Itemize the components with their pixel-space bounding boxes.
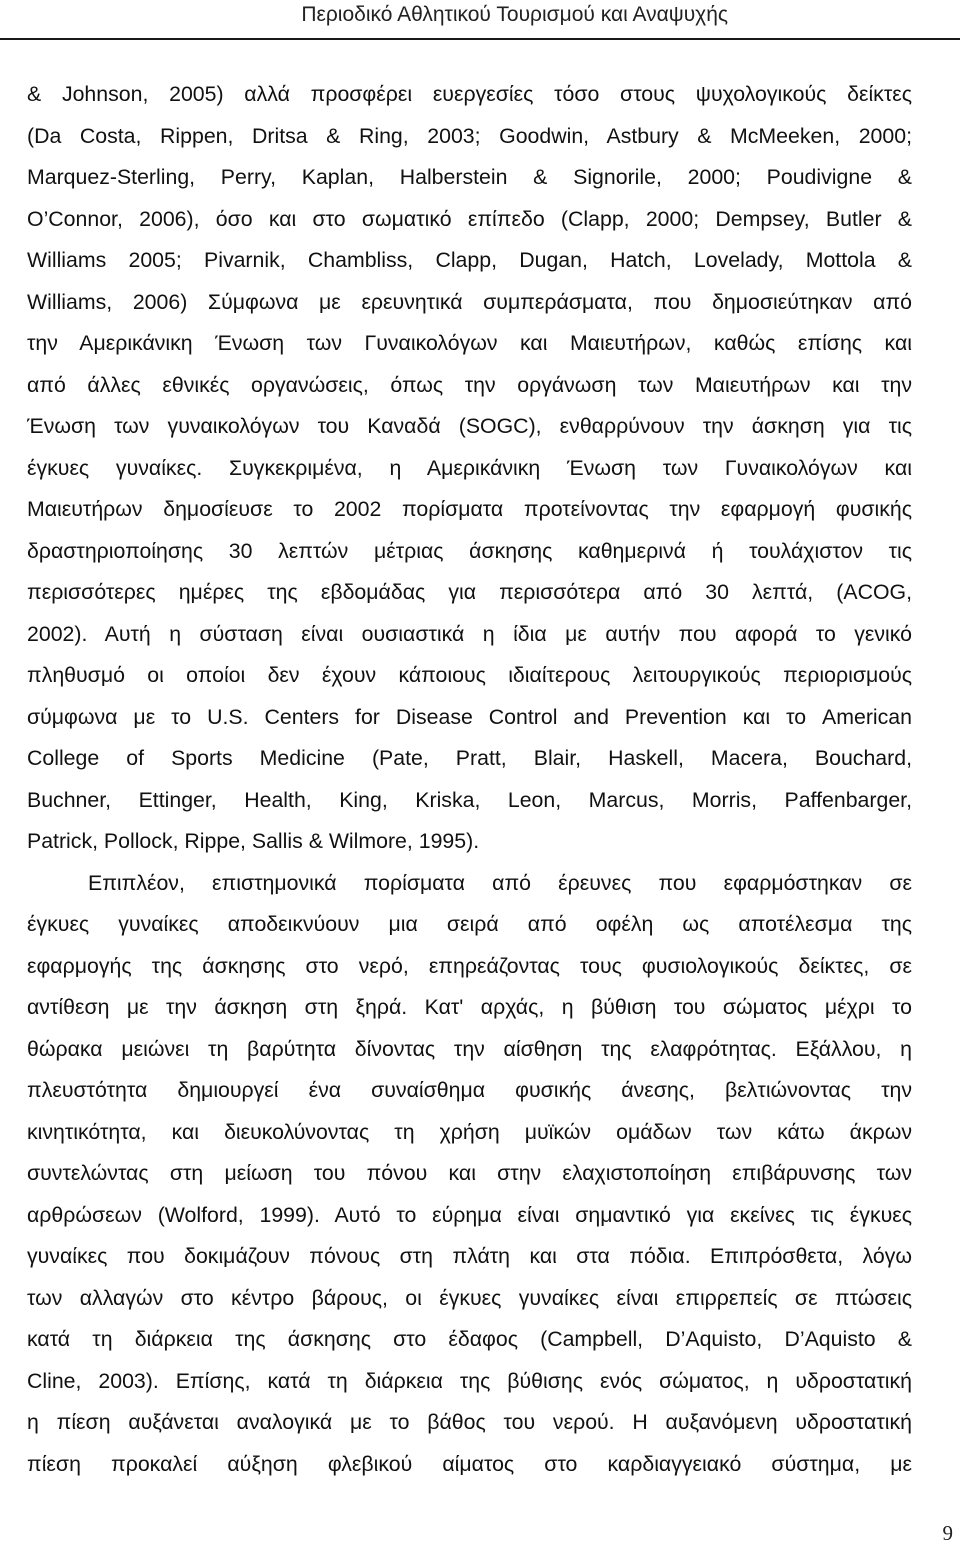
journal-title: Περιοδικό Αθλητικού Τουρισμού και Αναψυχής [301, 3, 728, 26]
text-line: έγκυες γυναίκες αποδεικνύουν μια σειρά από οφέλη ως αποτέλεσμα της [27, 912, 912, 936]
text-line: πλευστότητα δημιουργεί ένα συναίσθημα φυσικής άνεσης, βελτιώνοντας την [27, 1078, 912, 1102]
text-line: πληθυσμό οι οποίοι δεν έχουν κάποιους ιδιαίτερους λειτουργικούς περιορισμούς [27, 663, 912, 687]
text-line: Ένωση των γυναικολόγων του Καναδά (SOGC), ενθαρρύνουν την άσκηση για τις [27, 414, 912, 438]
text-line: περισσότερες ημέρες της εβδομάδας για περισσότερα από 30 λεπτά, (ACOG, [27, 580, 912, 604]
text-line: & Johnson, 2005) αλλά προσφέρει ευεργεσίες τόσο στους ψυχολογικούς δείκτες [27, 82, 912, 106]
body-text [27, 74, 912, 1485]
text-line: κινητικότητα, και διευκολύνοντας τη χρήση μυϊκών ομάδων των κάτω άκρων [27, 1119, 912, 1144]
text-line: γυναίκες που δοκιμάζουν πόνους στη πλάτη και στα πόδια. Επιπρόσθετα, λόγω [27, 1244, 912, 1268]
text-line: Williams 2005; Pivarnik, Chambliss, Clapp, Dugan, Hatch, Lovelady, Mottola & [27, 248, 912, 272]
text-line: Buchner, Ettinger, Health, King, Kriska, Leon, Marcus, Morris, Paffenbarger, [27, 787, 912, 812]
text-line: συντελώντας στη μείωση του πόνου και στην ελαχιστοποίηση επιβάρυνσης των [27, 1161, 912, 1185]
text-line: Cline, 2003). Επίσης, κατά τη διάρκεια της βύθισης ενός σώματος, η υδροστατική [27, 1368, 912, 1393]
text-line: O’Connor, 2006), όσο και στο σωματικό επίπεδο (Clapp, 2000; Dempsey, Butler & [27, 206, 912, 231]
paragraph-first-line: Επιπλέον, επιστημονικά πορίσματα από έρευνες που εφαρμόστηκαν σε [88, 870, 912, 895]
text-line: έγκυες γυναίκες. Συγκεκριμένα, η Αμερικάνικη Ένωση των Γυναικολόγων και [27, 455, 912, 480]
text-line: πίεση προκαλεί αύξηση φλεβικού αίματος στο καρδιαγγειακό σύστημα, με [27, 1451, 912, 1476]
text-line: College of Sports Medicine (Pate, Pratt, Blair, Haskell, Macera, Bouchard, [27, 746, 912, 770]
paragraph-last-line: Patrick, Pollock, Rippe, Sallis & Wilmore, 1995). [27, 829, 480, 853]
text-line: Williams, 2006) Σύμφωνα με ερευνητικά συμπεράσματα, που δημοσιεύτηκαν από [27, 289, 912, 314]
page-number: 9 [942, 1521, 953, 1545]
text-line: Μαιευτήρων δημοσίευσε το 2002 πορίσματα προτείνοντας την εφαρμογή φυσικής [27, 497, 912, 521]
text-line: κατά τη διάρκεια της άσκησης στο έδαφος (Campbell, D’Aquisto, D’Aquisto & [27, 1327, 912, 1351]
text-line: θώρακα μειώνει τη βαρύτητα δίνοντας την αίσθηση της ελαφρότητας. Εξάλλου, η [27, 1036, 912, 1061]
text-line: η πίεση αυξάνεται αναλογικά με το βάθος του νερού. Η αυξανόμενη υδροστατική [27, 1410, 912, 1434]
text-line: των αλλαγών στο κέντρο βάρους, οι έγκυες γυναίκες είναι επιρρεπείς σε πτώσεις [27, 1285, 912, 1310]
text-line: αρθρώσεων (Wolford, 1999). Αυτό το εύρημα είναι σημαντικό για εκείνες τις έγκυες [27, 1202, 912, 1227]
text-line: σύμφωνα με το U.S. Centers for Disease Control and Prevention και το American [27, 704, 912, 729]
text-line: δραστηριοποίησης 30 λεπτών μέτριας άσκησης καθημερινά ή τουλάχιστον τις [27, 538, 912, 563]
text-line: αντίθεση με την άσκηση στη ξηρά. Κατ' αρχάς, η βύθιση του σώματος μέχρι το [27, 995, 912, 1019]
text-line: (Da Costa, Rippen, Dritsa & Ring, 2003; Goodwin, Astbury & McMeeken, 2000; [27, 123, 912, 148]
text-line: την Αμερικάνικη Ένωση των Γυναικολόγων και Μαιευτήρων, καθώς επίσης και [27, 331, 912, 355]
text-line: Marquez-Sterling, Perry, Kaplan, Halberstein & Signorile, 2000; Poudivigne & [27, 165, 912, 189]
running-header [0, 0, 960, 40]
text-line: 2002). Αυτή η σύσταση είναι ουσιαστικά η ίδια με αυτήν που αφορά το γενικό [27, 621, 912, 646]
text-line: εφαρμογής της άσκησης στο νερό, επηρεάζοντας τους φυσιολογικούς δείκτες, σε [27, 953, 912, 978]
text-line: από άλλες εθνικές οργανώσεις, όπως την οργάνωση των Μαιευτήρων και την [27, 372, 912, 397]
